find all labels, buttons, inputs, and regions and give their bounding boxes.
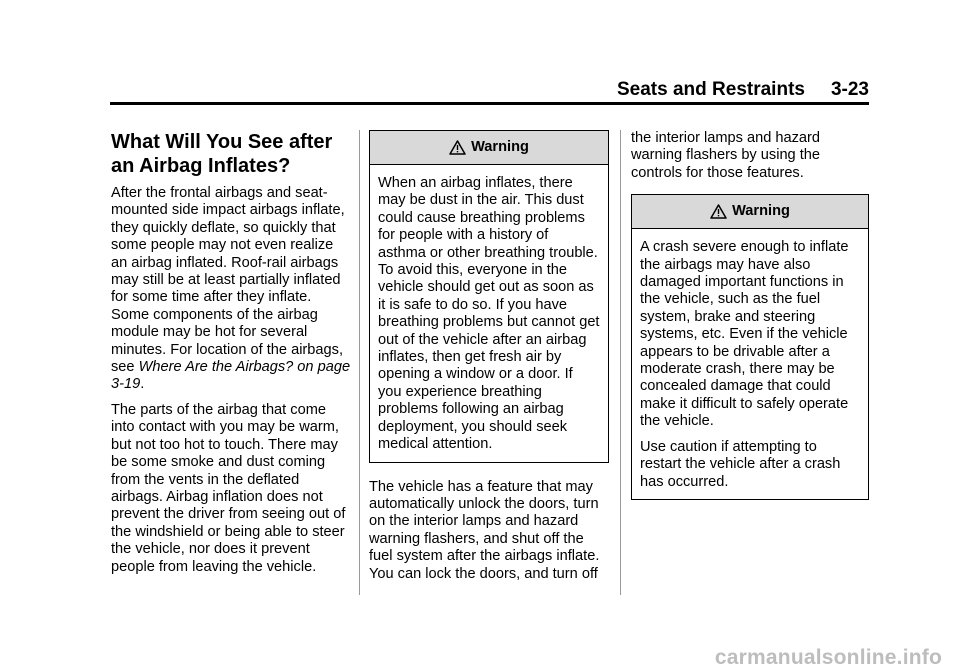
warning-body	[632, 229, 868, 499]
warning-triangle-icon	[449, 140, 466, 155]
paragraph-text: After the frontal airbags and seat-mounted side impact airbags inflate, they quickly deflate, so quickly that some people may not even realize an airbag inflated. Roof-rail airbags may still be at least partially inflated for some time after they inflate. Some components of the airbag module may be hot for several minutes. For location of the airbags, see	[111, 185, 345, 376]
warning-text: When an airbag inflates, there may be dust in the air. This dust could cause breathing problems for people with a history of asthma or other breathing trouble. To avoid this, everyone in the vehicle should get out as soon as it is safe to do so. If you have breathing problems but cannot get out of the vehicle after an airbag inflates, then get fresh air by opening a window or a door. If you experience breathing problems following an airbag deployment, you should seek medical attention.	[378, 175, 600, 453]
warning-label: Warning	[471, 138, 529, 155]
warning-label: Warning	[732, 203, 790, 220]
warning-box-crash	[631, 194, 869, 500]
page-number: 3-23	[830, 79, 869, 100]
page-header	[110, 80, 869, 100]
warning-body	[370, 165, 608, 462]
header-rule	[110, 102, 869, 105]
warning-box-dust	[369, 130, 609, 463]
cross-reference-link[interactable]: Where Are the Airbags? on page 3-19	[111, 359, 351, 393]
paragraph-end: .	[140, 376, 145, 393]
section-heading: What Will You See after an Airbag Inflates?	[111, 131, 333, 177]
warning-header	[370, 131, 608, 165]
watermark: carmanualsonline.info	[714, 646, 942, 669]
warning-header	[632, 195, 868, 229]
column-divider-1	[359, 130, 360, 595]
paragraph-auto-unlock: The vehicle has a feature that may automatically unlock the doors, turn on the interior lamps and hazard warning flashers, and shut off the fuel system after the airbags inflate. You can lock the doors, and turn off	[369, 478, 600, 582]
column-3	[631, 130, 869, 510]
warning-text-2: Use caution if attempting to restart the vehicle after a crash has occurred.	[640, 438, 841, 490]
section-title: Seats and Restraints	[617, 79, 805, 100]
column-divider-2	[620, 130, 621, 595]
column-2	[369, 130, 609, 591]
column-1	[111, 130, 351, 584]
paragraph-airbag-parts: The parts of the airbag that come into contact with you may be warm, but not too hot to touch. There may be some smoke and dust coming from the vents in the deflated airbags. Airbag inflation does not prevent the driver from seeing out of the windshield or being able to steer the vehicle, nor does it prevent people from leaving the vehicle.	[111, 401, 346, 575]
paragraph-airbag-deflate	[111, 185, 351, 394]
paragraph-continued: the interior lamps and hazard warning flashers by using the controls for those features.	[631, 130, 821, 181]
warning-triangle-icon	[710, 204, 727, 219]
warning-text-1: A crash severe enough to inflate the airbags may have also damaged important functions in the vehicle, such as the fuel system, brake and steering systems, etc. Even if the vehicle appears to be drivable after a moderate crash, there may be concealed damage that could make it difficult to safely operate the vehicle.	[640, 239, 849, 430]
